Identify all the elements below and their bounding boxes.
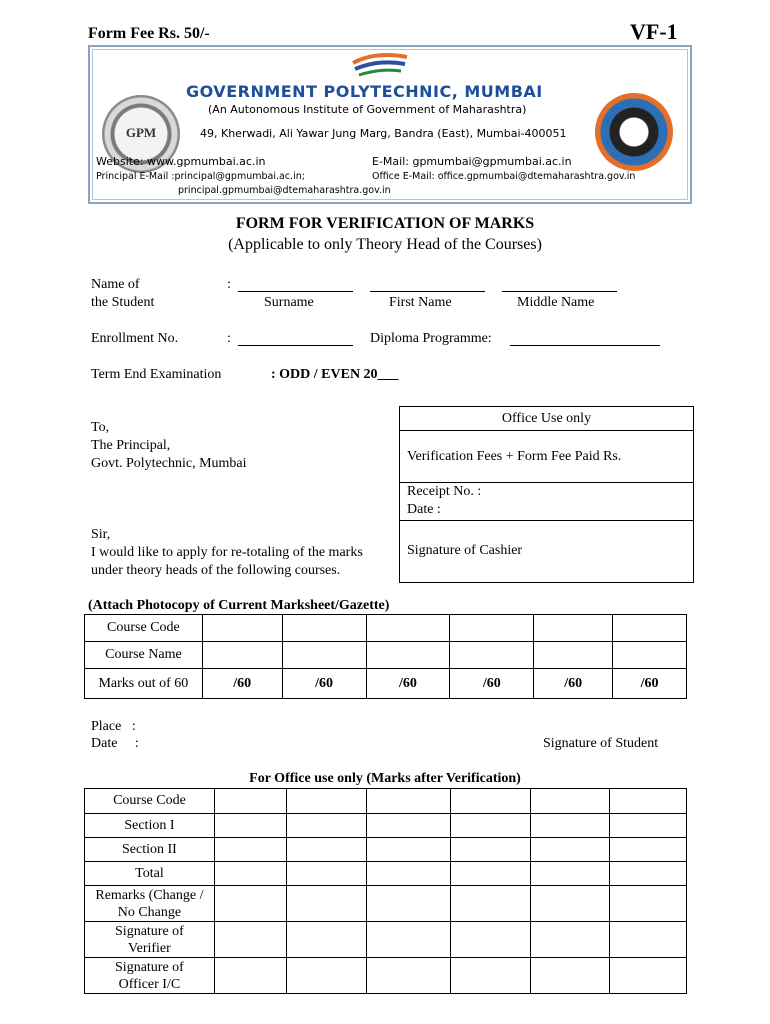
student-signature-label: Signature of Student <box>543 736 659 751</box>
name-label-line1: Name of <box>91 277 140 292</box>
courses-table <box>84 614 687 699</box>
gear-emblem-icon: ⚙ <box>595 93 673 171</box>
middle-name-field[interactable] <box>502 276 617 292</box>
table-row <box>85 958 687 994</box>
table-cell[interactable] <box>531 886 610 922</box>
table-cell[interactable] <box>610 922 687 958</box>
table-cell[interactable] <box>286 789 366 814</box>
letter-institute: Govt. Polytechnic, Mumbai <box>91 456 247 471</box>
table-cell[interactable] <box>214 789 286 814</box>
course-code-row-label: Course Code <box>85 615 203 642</box>
office-marks-table <box>84 788 687 994</box>
table-cell[interactable] <box>202 642 282 669</box>
marks-cell[interactable]: /60 <box>613 669 687 699</box>
table-cell[interactable] <box>450 615 534 642</box>
surname-field[interactable] <box>238 276 353 292</box>
institute-address: 49, Kherwadi, Ali Yawar Jung Marg, Bandra (East), Mumbai-400051 <box>200 127 567 140</box>
table-cell[interactable] <box>610 789 687 814</box>
table-cell[interactable] <box>214 814 286 838</box>
verification-fees-label: Verification Fees + Form Fee Paid Rs. <box>407 449 622 464</box>
verifier-signature-label: Signature of Verifier <box>85 922 215 958</box>
table-cell[interactable] <box>531 922 610 958</box>
table-cell[interactable] <box>202 615 282 642</box>
table-cell[interactable] <box>531 789 610 814</box>
table-cell[interactable] <box>214 862 286 886</box>
table-row <box>85 862 687 886</box>
table-cell[interactable] <box>214 922 286 958</box>
table-cell[interactable] <box>286 814 366 838</box>
term-value: : ODD / EVEN 20___ <box>271 367 399 382</box>
remarks-label: Remarks (Change / No Change <box>85 886 215 922</box>
table-row <box>85 886 687 922</box>
table-cell[interactable] <box>450 642 534 669</box>
office-email-text: Office E-Mail: office.gpmumbai@dtemaharashtra.gov.in <box>372 171 636 182</box>
table-cell[interactable] <box>531 958 610 994</box>
email-text: E-Mail: gpmumbai@gpmumbai.ac.in <box>372 155 572 168</box>
term-label: Term End Examination <box>91 367 222 382</box>
table-cell[interactable] <box>451 886 531 922</box>
table-cell[interactable] <box>531 862 610 886</box>
table-row <box>85 814 687 838</box>
table-cell[interactable] <box>610 814 687 838</box>
table-cell[interactable] <box>286 958 366 994</box>
letter-sir: Sir, <box>91 527 111 542</box>
table-row <box>85 838 687 862</box>
table-cell[interactable] <box>286 886 366 922</box>
table-row <box>85 669 687 699</box>
first-name-field[interactable] <box>370 276 485 292</box>
institute-logo-icon <box>345 51 417 81</box>
date-label: Date : <box>407 502 441 517</box>
date-footer-label: Date : <box>91 736 139 751</box>
institute-name: GOVERNMENT POLYTECHNIC, MUMBAI <box>186 82 543 101</box>
table-row <box>85 615 687 642</box>
table-cell[interactable] <box>531 838 610 862</box>
office-course-code-label: Course Code <box>85 789 215 814</box>
table-cell[interactable] <box>366 862 451 886</box>
table-cell[interactable] <box>613 615 687 642</box>
table-row <box>85 922 687 958</box>
marks-cell[interactable]: /60 <box>534 669 613 699</box>
table-cell[interactable] <box>451 789 531 814</box>
table-cell[interactable] <box>451 838 531 862</box>
total-label: Total <box>85 862 215 886</box>
course-name-row-label: Course Name <box>85 642 203 669</box>
marks-cell[interactable]: /60 <box>282 669 366 699</box>
office-use-box <box>399 406 694 583</box>
table-cell[interactable] <box>451 814 531 838</box>
principal-email-text: Principal E-Mail :principal@gpmumbai.ac.in; <box>96 171 305 182</box>
enrollment-label: Enrollment No. <box>91 331 179 346</box>
name-colon: : <box>227 277 231 292</box>
enrollment-field[interactable] <box>238 330 353 346</box>
letter-body-line1: I would like to apply for re-totaling of the marks <box>91 545 363 560</box>
table-cell[interactable] <box>451 862 531 886</box>
table-cell[interactable] <box>282 615 366 642</box>
table-cell[interactable] <box>610 838 687 862</box>
table-cell[interactable] <box>366 789 451 814</box>
table-cell[interactable] <box>366 814 451 838</box>
office-marks-title: For Office use only (Marks after Verification) <box>249 771 521 786</box>
website-text: Website: www.gpmumbai.ac.in <box>96 155 266 168</box>
letter-body-line2: under theory heads of the following courses. <box>91 563 341 578</box>
middle-name-caption: Middle Name <box>517 295 595 310</box>
marks-cell[interactable]: /60 <box>202 669 282 699</box>
table-cell[interactable] <box>451 958 531 994</box>
form-fee-label: Form Fee Rs. 50/- <box>88 25 210 42</box>
letter-principal: The Principal, <box>91 438 171 453</box>
table-cell[interactable] <box>286 922 366 958</box>
table-cell[interactable] <box>534 615 613 642</box>
section-two-label: Section II <box>85 838 215 862</box>
attach-note: (Attach Photocopy of Current Marksheet/Gazette) <box>88 598 390 613</box>
table-cell[interactable] <box>451 922 531 958</box>
table-cell[interactable] <box>610 886 687 922</box>
officer-signature-label: Signature of Officer I/C <box>85 958 215 994</box>
letter-to: To, <box>91 420 110 435</box>
table-cell[interactable] <box>613 642 687 669</box>
table-cell[interactable] <box>214 838 286 862</box>
principal-email-2-text: principal.gpmumbai@dtemaharashtra.gov.in <box>178 185 391 196</box>
form-title: FORM FOR VERIFICATION OF MARKS <box>235 215 535 232</box>
table-cell[interactable] <box>366 958 451 994</box>
office-use-title: Office Use only <box>501 411 592 426</box>
place-label: Place : <box>91 719 136 734</box>
form-subtitle: (Applicable to only Theory Head of the Courses) <box>228 236 542 253</box>
institute-subtitle: (An Autonomous Institute of Government of Maharashtra) <box>208 103 527 116</box>
diploma-label: Diploma Programme: <box>370 331 492 346</box>
table-cell[interactable] <box>531 814 610 838</box>
section-one-label: Section I <box>85 814 215 838</box>
table-row <box>85 642 687 669</box>
table-row <box>85 789 687 814</box>
table-cell[interactable] <box>282 642 366 669</box>
table-cell[interactable] <box>366 642 450 669</box>
table-cell[interactable] <box>366 886 451 922</box>
institute-banner <box>88 45 692 204</box>
table-cell[interactable] <box>366 615 450 642</box>
enrollment-colon: : <box>227 331 231 346</box>
name-label-line2: the Student <box>91 295 155 310</box>
seal-text: GPM <box>125 125 157 140</box>
cashier-signature-label: Signature of Cashier <box>407 543 523 558</box>
receipt-label: Receipt No. : <box>407 484 482 499</box>
table-cell[interactable] <box>366 922 451 958</box>
surname-caption: Surname <box>264 295 314 310</box>
form-code: VF-1 <box>630 19 678 44</box>
table-cell[interactable] <box>534 642 613 669</box>
table-cell[interactable] <box>286 862 366 886</box>
table-cell[interactable] <box>610 862 687 886</box>
marks-cell[interactable]: /60 <box>450 669 534 699</box>
table-cell[interactable] <box>214 958 286 994</box>
marks-row-label: Marks out of 60 <box>85 669 203 699</box>
table-cell[interactable] <box>366 838 451 862</box>
first-name-caption: First Name <box>389 295 452 310</box>
table-cell[interactable] <box>214 886 286 922</box>
diploma-field[interactable] <box>510 330 660 346</box>
table-cell[interactable] <box>286 838 366 862</box>
table-cell[interactable] <box>610 958 687 994</box>
marks-cell[interactable]: /60 <box>366 669 450 699</box>
